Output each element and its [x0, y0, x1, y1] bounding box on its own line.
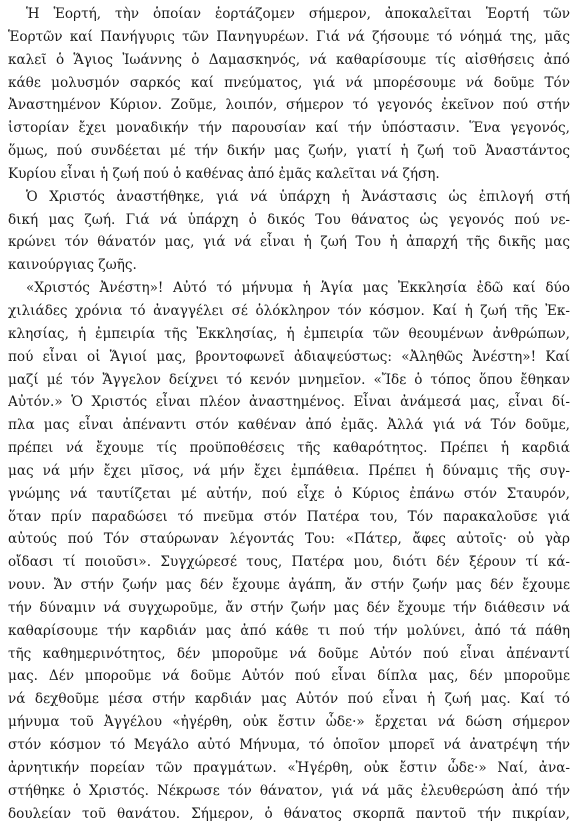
paragraph	[8, 277, 570, 825]
text-line: ἀρνητικήν πορείαν τῶν πραγμάτων. «Ἠγέρθη, οὐκ ἔστιν ὧδε·» Ναί, ἀνα-	[8, 759, 570, 776]
text-line: Αὐτόν.» Ὁ Χριστός εἶναι πλέον ἀναστημένος. Εἶναι ἀνάμεσά μας, εἶναι δί-	[8, 394, 570, 411]
text-line: οἴδασι τί ποιοῦσι». Συγχώρεσέ τους, Πατέρα μου, διότι δέν ξέρουν τί κά-	[8, 554, 570, 571]
text-line: πού εἶναι οἱ Ἅγιοί μας, βροντοφωνεῖ ἀδιαψεύστως: «Ἀληθῶς Ἀνέστη»! Καί	[8, 348, 570, 365]
text-line: «Χριστός Ἀνέστη»! Αὐτό τό μήνυμα ἡ Ἁγία μας Ἐκκλησία ἐδῶ καί δύο	[26, 280, 570, 297]
text-line: στόν κόσμον τό Μεγάλο αὐτό Μήνυμα, τό ὁποῖον μπορεῖ νά ἀνατρέψη τήν	[8, 737, 570, 753]
text-line: κάθε μολυσμόν σαρκός καί πνεύματος, γιά νά μπορέσουμε νά δοῦμε Τόν	[8, 74, 570, 91]
text-line: πλα μας εἶναι ἀπέναντι στόν καθέναν ἀπό ἐμᾶς. Ἀλλά γιά νά Τόν δοῦμε,	[8, 417, 570, 434]
text-line: δική μας ζωή. Γιά νά ὑπάρχη ὁ δικός Του θάνατος ὡς γεγονός πού νε-	[8, 211, 570, 228]
paragraph	[8, 3, 570, 186]
text-line: τήν δύναμιν νά συγχωροῦμε, ἄν στήν ζωήν μας δέν ἔχουμε τήν διάθεσιν νά	[8, 599, 570, 616]
text-line: στήθηκε ὁ Χριστός. Νέκρωσε τόν θάνατον, γιά νά μᾶς ἐλευθερώση ἀπό τήν	[8, 782, 570, 799]
text-line: μας. Δέν μποροῦμε νά δοῦμε Αὐτόν πού εἶναι δίπλα μας, δέν μποροῦμε	[8, 668, 570, 685]
text-line: νά δεχθοῦμε μέσα στήν καρδιάν μας Αὐτόν πού εἶναι ἡ ζωή μας. Καί τό	[8, 691, 570, 708]
text-line: νουν. Ἄν στήν ζωήν μας δέν ἔχουμε ἀγάπη, ἄν στήν ζωήν μας δέν ἔχουμε	[8, 577, 570, 594]
text-line: καινούργιας ζωῆς.	[8, 257, 137, 274]
text-line: καλεῖ ὁ Ἅγιος Ἰωάννης ὁ Δαμασκηνός, νά καθαρίσουμε τίς αἰσθήσεις ἀπό	[8, 51, 570, 68]
text-line: δουλείαν τοῦ θανάτου. Σήμερον, ὁ θάνατος σκορπᾶ παντοῦ τήν πικρίαν,	[8, 805, 570, 822]
text-line: ὅμως, πού συνδέεται μέ τήν δικήν μας ζωήν, γιατί ἡ ζωή τοῦ Ἀναστάντος	[8, 143, 570, 160]
text-line: Ἡ Ἑορτή, τὴν ὁποίαν ἑορτάζομεν σήμερον, ἀποκαλεῖται Ἑορτή τῶν	[26, 6, 570, 22]
text-line: Κυρίου εἶναι ἡ ζωή πού ὁ καθένας ἀπό ἐμᾶς καλεῖται νά ζήση.	[8, 165, 440, 182]
text-line: Ἑορτῶν καί Πανήγυρις τῶν Πανηγυρέων. Γιά νά ζήσουμε τό νόημά της, μᾶς	[8, 28, 570, 45]
text-line: κρώνει τόν θάνατόν μας, γιά νά εἶναι ἡ ζωή Του ἡ ἀπαρχή τῆς δικῆς μας	[8, 234, 570, 251]
text-line: μήνυμα τοῦ Ἀγγέλου «ἠγέρθη, οὐκ ἔστιν ὧδε·» ἔρχεται νά δώση σήμερον	[8, 714, 570, 731]
text-line: κλησίας, ἡ ἐμπειρία τῆς Ἐκκλησίας, ἡ ἐμπειρία τῶν θεουμένων ἀνθρώπων,	[8, 325, 570, 342]
text-line: ὅταν πρίν παραδώσει τό πνεῦμα στόν Πατέρα του, Τόν παρακαλοῦσε γιά	[8, 508, 570, 525]
text-line: τῆς καθημερινότητος, δέν μποροῦμε νά δοῦμε Αὐτόν πού εἶναι ἀπέναντί	[8, 645, 570, 662]
text-line: Ἀναστημένον Κύριον. Ζοῦμε, λοιπόν, σήμερον τό γεγονός ἐκεῖνον πού στήν	[8, 97, 570, 114]
text-line: χιλιάδες χρόνια τό ἀναγγέλει σέ ὁλόκληρον τόν κόσμον. Καί ἡ ζωή τῆς Ἐκ-	[8, 302, 570, 319]
text-line: μας νά μήν ἔχει μῖσος, νά μήν ἔχει ἐμπάθεια. Πρέπει ἡ δύναμις τῆς συγ-	[8, 462, 570, 479]
text-line: πρέπει νά ἔχουμε τίς προϋποθέσεις τῆς καθαρότητος. Πρέπει ἡ καρδιά	[8, 440, 570, 457]
text-line: Ὁ Χριστός ἀναστήθηκε, γιά νά ὑπάρχη ἡ Ἀνάστασις ὡς ἐπιλογή στή	[26, 188, 570, 205]
text-line: ἱστορίαν ἔχει μοναδικήν τήν παρουσίαν καί τήν ὑπόστασιν. Ἕνα γεγονός,	[8, 120, 570, 137]
text-line: γνώμης νά ταυτίζεται μέ αὐτήν, πού εἶχε ὁ Κύριος ἐπάνω στόν Σταυρόν,	[8, 485, 570, 502]
paragraph	[8, 186, 570, 277]
text-line: αὐτούς πού Τόν σταύρωναν λέγοντάς Του: «Πάτερ, ἄφες αὐτοῖς· οὐ γὰρ	[8, 531, 570, 548]
text-line: μαζί μέ τόν Ἄγγελον δείχνει τό κενόν μνημεῖον. «Ἴδε ὁ τόπος ὅπου ἔθηκαν	[8, 371, 570, 388]
text-line: καθαρίσουμε τήν καρδιάν μας ἀπό κάθε τι πού τήν μολύνει, ἀπό τά πάθη	[8, 622, 570, 639]
